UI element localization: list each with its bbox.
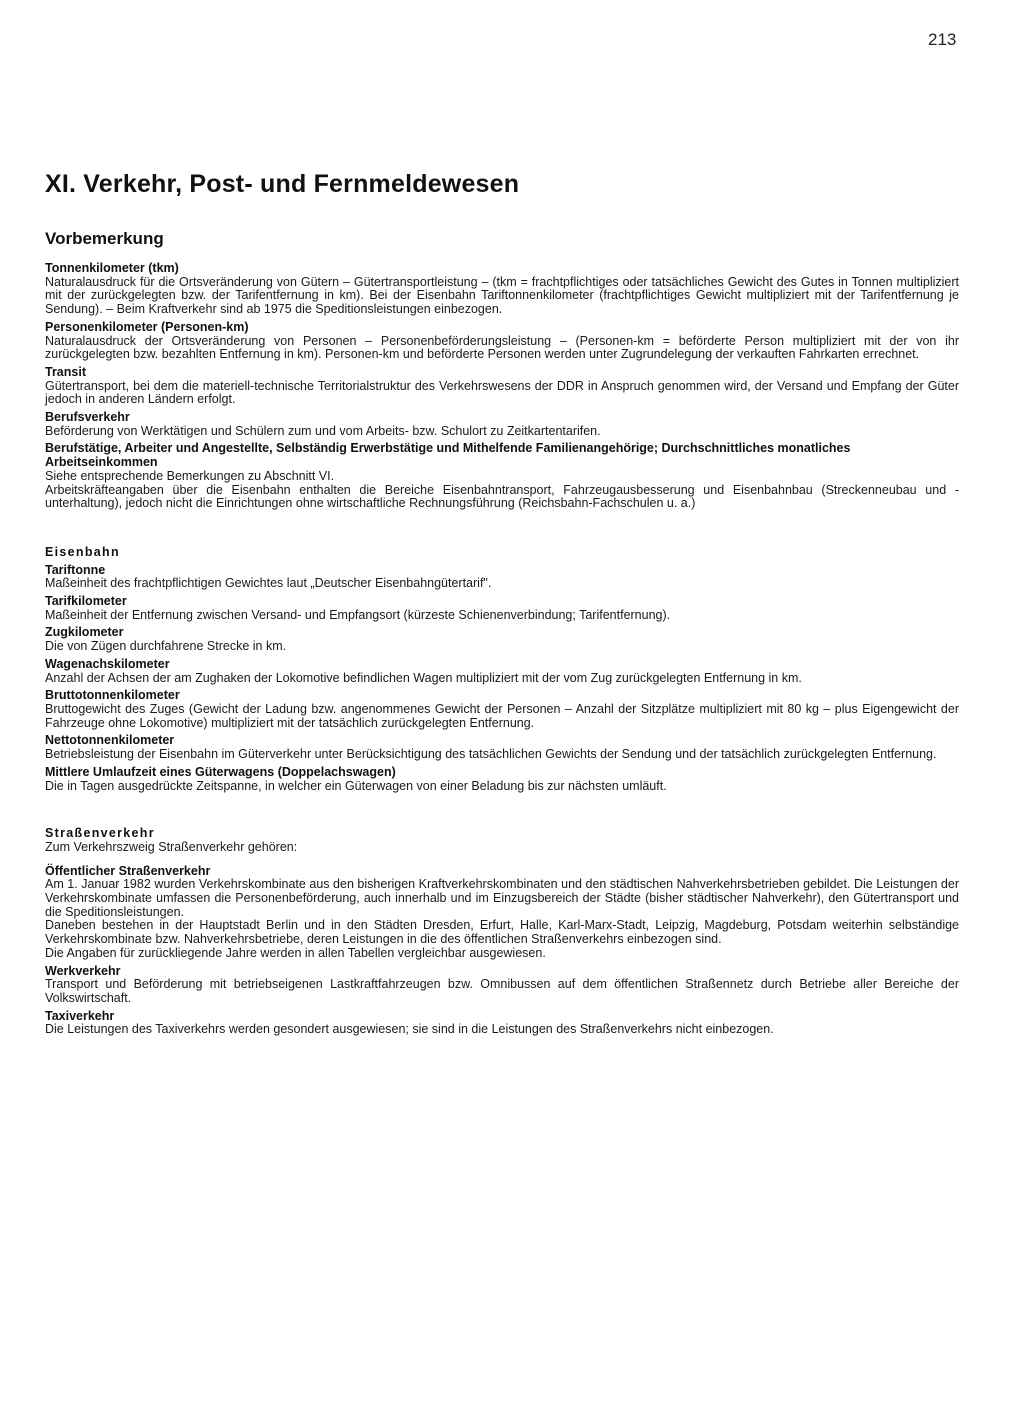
- definition-text: Naturalausdruck für die Ortsveränderung von Gütern – Gütertransportleistung – (tkm = frachtpflichtiges oder tatsächliches Gewicht des Gutes in Tonnen multipliziert mit der zurückgelegten bzw. der Tarifentfernung in km). Bei der Eisenbahn Tariftonnenkilometer (frachtpflichtiges Gewicht multipliziert mit der Tarifentfernung je Sendung). – Beim Kraftverkehr sind ab 1975 die Speditionsleistungen einbezogen.: [45, 274, 959, 317]
- definition-werkverkehr: [45, 965, 959, 1006]
- term: Bruttotonnenkilometer: [45, 688, 180, 703]
- definition-oeffentlicher-strassenverkehr: [45, 865, 959, 961]
- definition-text: Arbeitskräfteangaben über die Eisenbahn enthalten die Bereiche Eisenbahntransport, Fahrzeugausbesserung und Eisenbahnbau (Streckenneubau und -unterhaltung), jedoch nicht die Einrichtungen ohne wirtschaftliche Rechnungsführung (Reichsbahn-Fachschulen u. a.): [45, 482, 959, 511]
- definition-text: Maßeinheit des frachtpflichtigen Gewichtes laut „Deutscher Eisenbahngütertarif".: [45, 576, 492, 591]
- definition-umlaufzeit: [45, 766, 959, 793]
- definition-text: Daneben bestehen in der Hauptstadt Berlin und in den Städten Dresden, Erfurt, Halle, Karl-Marx-Stadt, Leipzig, Magdeburg, Potsdam weiterhin selbständige Verkehrskombinate bzw. Nahverkehrsbetriebe, deren Leistungen in die des öffentlichen Straßenverkehrs einbezogen sind.: [45, 918, 959, 947]
- definition-text: Transport und Beförderung mit betriebseigenen Lastkraftfahrzeugen bzw. Omnibussen auf dem öffentlichen Straßennetz durch Betriebe aller Bereiche der Volkswirtschaft.: [45, 977, 959, 1005]
- definition-transit: [45, 366, 959, 407]
- definition-zugkilometer: [45, 626, 959, 653]
- chapter-title: XI. Verkehr, Post- und Fernmeldewesen: [45, 170, 520, 198]
- definition-text: Die in Tagen ausgedrückte Zeitspanne, in welcher ein Güterwagen von einer Beladung bis zur nächsten umläuft.: [45, 778, 667, 793]
- definition-bruttotonnenkilometer: [45, 689, 959, 730]
- definition-taxiverkehr: [45, 1010, 959, 1037]
- term: Transit: [45, 364, 86, 379]
- term: Berufstätige, Arbeiter und Angestellte, Selbständig Erwerbstätige und Mithelfende Familienangehörige; Durchschnittliches monatliches Arbeitseinkommen: [45, 441, 851, 470]
- term: Taxiverkehr: [45, 1008, 115, 1023]
- definition-text: Bruttogewicht des Zuges (Gewicht der Ladung bzw. angenommenes Gewicht der Personen – Anzahl der Sitzplätze multipliziert mit 80 kg – plus Eigengewicht der Fahrzeuge ohne Lokomotive) multipliziert mit der tatsächlich zurückgelegten Entfernung.: [45, 701, 959, 730]
- definition-text: Naturalausdruck der Ortsveränderung von Personen – Personenbeförderungsleistung – (Personen-km = beförderte Person multipliziert mit der von ihr zurückgelegten bzw. bezahlten Entfernung in km). Personen-km und beförderte Personen werden unter Zugrundelegung der verkauften Fahrkarten errechnet.: [45, 333, 959, 362]
- definition-text: Gütertransport, bei dem die materiell-technische Territorialstruktur des Verkehrswesens der DDR in Anspruch genommen wird, der Versand und Empfang der Güter jedoch in anderen Ländern erfolgt.: [45, 378, 959, 407]
- definition-text: Die von Zügen durchfahrene Strecke in km.: [45, 639, 287, 654]
- page-number: 213: [928, 30, 957, 49]
- definition-text: Maßeinheit der Entfernung zwischen Versand- und Empfangsort (kürzeste Schienenverbindung; Tarifentfernung).: [45, 607, 671, 622]
- definition-personenkilometer: [45, 321, 959, 362]
- term: Tarifkilometer: [45, 594, 127, 609]
- term: Personenkilometer (Personen-km): [45, 319, 249, 334]
- term: Tariftonne: [45, 562, 106, 577]
- page-content: [45, 262, 959, 1041]
- definition-tarifkilometer: [45, 595, 959, 622]
- term: Öffentlicher Straßenverkehr: [45, 863, 211, 878]
- term: Tonnenkilometer (tkm): [45, 261, 179, 275]
- definition-wagenachskilometer: [45, 658, 959, 685]
- term: Wagenachskilometer: [45, 656, 170, 671]
- term: Werkverkehr: [45, 963, 121, 978]
- definition-berufsverkehr: [45, 411, 959, 438]
- term: Nettotonnenkilometer: [45, 733, 175, 748]
- section-intro: Zum Verkehrszweig Straßenverkehr gehören:: [45, 839, 298, 854]
- definition-text: Die Leistungen des Taxiverkehrs werden gesondert ausgewiesen; sie sind in die Leistungen des Straßenverkehrs nicht einbezogen.: [45, 1022, 774, 1037]
- term: Zugkilometer: [45, 625, 124, 640]
- section-title-strassenverkehr: Straßenverkehr: [45, 826, 155, 841]
- preface-title: Vorbemerkung: [45, 229, 164, 248]
- definition-text: Am 1. Januar 1982 wurden Verkehrskombinate aus den bisherigen Kraftverkehrskombinaten und den städtischen Nahverkehrsbetrieben gebildet. Die Leistungen der Verkehrskombinate umfassen die Personenbeförderung, auch innerhalb und im Einzugsbereich der Städte (bisher städtischer Nahverkehr), den Gütertransport und die Speditionsleistungen.: [45, 877, 959, 919]
- term: Mittlere Umlaufzeit eines Güterwagens (Doppelachswagen): [45, 764, 396, 779]
- definition-text: Anzahl der Achsen der am Zughaken der Lokomotive befindlichen Wagen multipliziert mit der vom Zug zurückgelegten Entfernung in km.: [45, 670, 802, 685]
- definition-text: Beförderung von Werktätigen und Schülern zum und vom Arbeits- bzw. Schulort zu Zeitkartentarifen.: [45, 423, 601, 438]
- definition-berufstaetige: [45, 442, 959, 511]
- definition-nettotonnenkilometer: [45, 734, 959, 761]
- section-title-eisenbahn: Eisenbahn: [45, 544, 120, 559]
- definition-tonnenkilometer: [45, 262, 959, 317]
- term: Berufsverkehr: [45, 410, 130, 425]
- definition-text: Siehe entsprechende Bemerkungen zu Abschnitt VI.: [45, 468, 335, 483]
- definition-text: Betriebsleistung der Eisenbahn im Güterverkehr unter Berücksichtigung des tatsächlichen Gewichts der Sendung und der tatsächlich zurückgelegten Entfernung.: [45, 747, 937, 762]
- definition-text: Die Angaben für zurückliegende Jahre werden in allen Tabellen vergleichbar ausgewiesen.: [45, 945, 546, 960]
- definition-tariftonne: [45, 564, 959, 591]
